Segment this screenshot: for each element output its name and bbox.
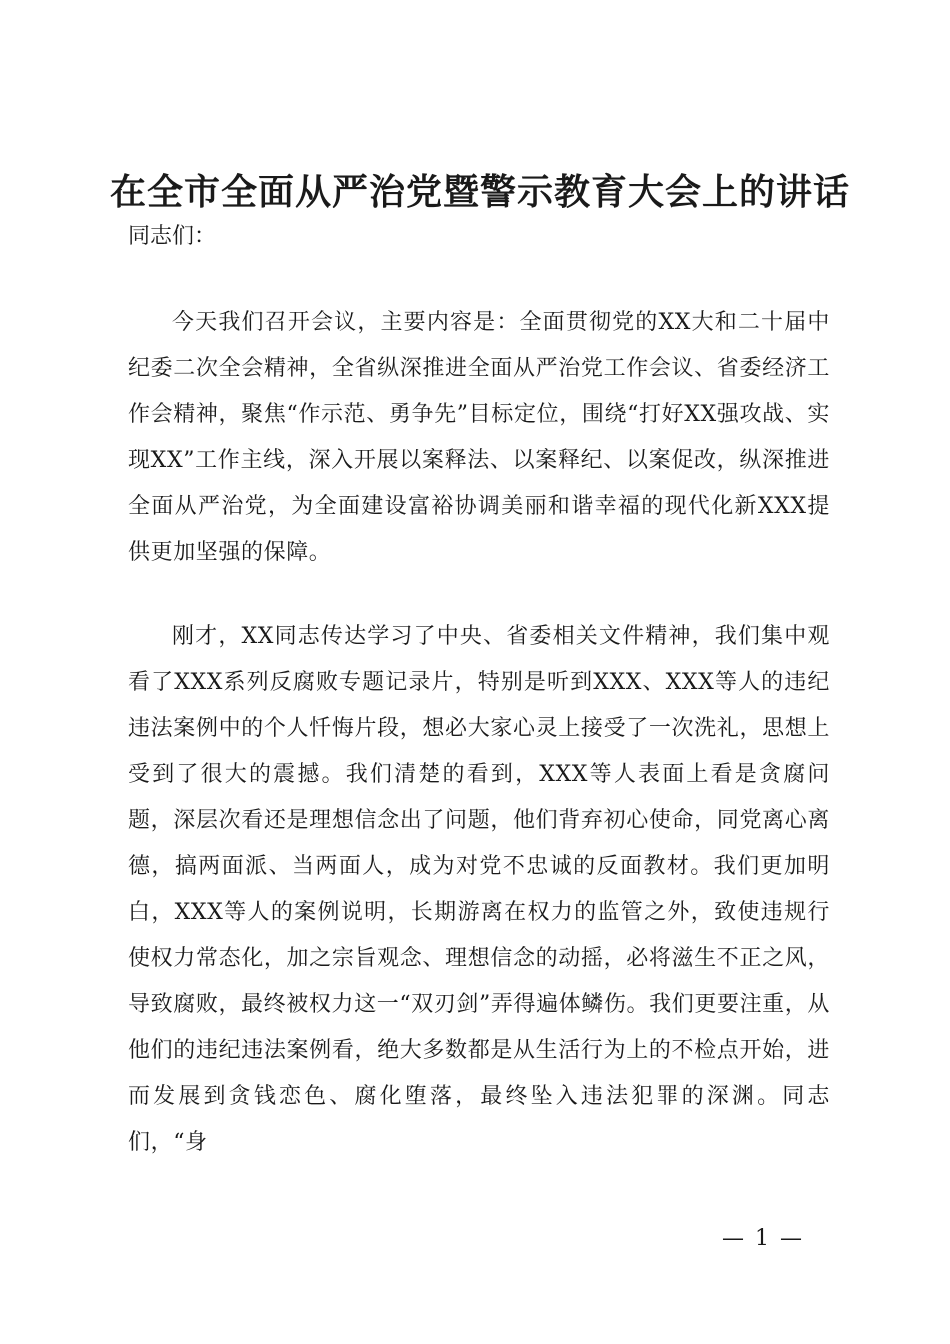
document-title: 在全市全面从严治党暨警示教育大会上的讲话	[109, 171, 850, 213]
document-body	[128, 300, 830, 1166]
salutation: 同志们：	[128, 224, 217, 249]
paragraph-2: 刚才，XX同志传达学习了中央、省委相关文件精神，我们集中观看了XXX系列反腐败专题记录片，特别是听到XXX、XXX等人的违纪违法案例中的个人忏悔片段，想必大家心灵上接受了一次洗礼，思想上受到了很大的震撼。我们清楚的看到，XXX等人表面上看是贪腐问题，深层次看还是理想信念出了问题，他们背弃初心使命，同党离心离德，搞两面派、当两面人，成为对党不忠诚的反面教材。我们更加明白，XXX等人的案例说明，长期游离在权力的监管之外，致使违规行使权力常态化，加之宗旨观念、理想信念的动摇，必将滋生不正之风，导致腐败，最终被权力这一“双刃剑”弄得遍体鳞伤。我们更要注重，从他们的违纪违法案例看，绝大多数都是从生活行为上的不检点开始，进而发展到贪钱恋色、腐化堕落，最终坠入违法犯罪的深渊。同志们，“身	[128, 624, 830, 1155]
page-number: — 1 —	[722, 1226, 804, 1251]
paragraph-1: 今天我们召开会议，主要内容是：全面贯彻党的XX大和二十届中纪委二次全会精神，全省纵深推进全面从严治党工作会议、省委经济工作会精神，聚焦“作示范、勇争先”目标定位，围绕“打好XX强攻战、实现XX”工作主线，深入开展以案释法、以案释纪、以案促改，纵深推进全面从严治党，为全面建设富裕协调美丽和谐幸福的现代化新XXX提供更加坚强的保障。	[128, 310, 830, 565]
